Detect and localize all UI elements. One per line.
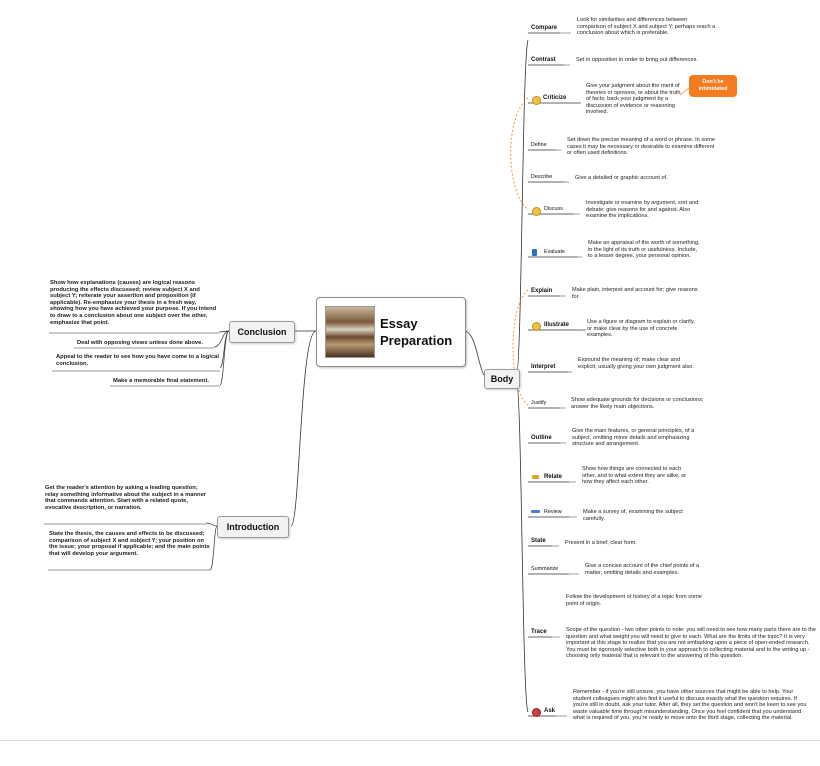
body-item-trace-label[interactable]: Trace xyxy=(531,629,547,635)
body-item-state-note: Present in a brief, clear form. xyxy=(565,540,637,546)
body-item-explain-label[interactable]: Explain xyxy=(531,288,553,294)
body-item-criticize-label[interactable]: Criticize xyxy=(543,95,567,101)
link-conclusion-4 xyxy=(220,331,229,385)
introduction-note-2: State the thesis, the causes and effects to be discussed; comparison of subject X and subject Y; your position on the issue; your proposal if applicable; and the main points that will develop your argument. xyxy=(49,531,210,557)
body-item-contrast-label[interactable]: Contrast xyxy=(531,57,556,63)
body-item-illustrate-label[interactable]: Illustrate xyxy=(544,322,570,328)
link-introduction-1 xyxy=(206,523,217,526)
body-item-discuss-note: Investigate or examine by argument, sort and debate; give reasons for and against. Also examine the implications. xyxy=(586,200,699,220)
body-item-describe-label[interactable]: Describe xyxy=(531,174,553,180)
callout-line2: intimidated xyxy=(698,86,728,92)
link-central-introduction xyxy=(291,331,316,526)
body-item-evaluate-label[interactable]: Evaluate xyxy=(544,249,565,255)
body-item-justify-note: Show adequate grounds for decisions or conclusions; answer the likely main objections. xyxy=(571,397,704,410)
topic-introduction-label: Introduction xyxy=(226,522,280,532)
conclusion-note-4: Make a memorable final statement. xyxy=(113,378,210,384)
relation-arc-1 xyxy=(511,98,528,210)
body-item-review-label[interactable]: Review xyxy=(544,509,562,515)
body-item-review-note: Make a survey of, examining the subject carefully. xyxy=(583,509,683,522)
conclusion-note-1: Show how explanations (causes) are logical reasons producing the effects discussed; review subject X and subject Y; reiterate your assertion and proposition (if applicable). Re-emphasize your thesis in a fresh way, showing how you have achieved your purpose. If you intend to draw to a conclusion about one subject over the other, emphasize that point. xyxy=(50,280,217,326)
evaluate-arrow-icon xyxy=(532,249,537,256)
central-title-line1: Essay xyxy=(380,316,418,331)
body-item-summarize-note: Give a concise account of the chief points of a matter, omitting details and examples. xyxy=(585,563,700,576)
topic-conclusion-label: Conclusion xyxy=(237,327,287,337)
review-glasses-icon xyxy=(531,510,540,513)
relate-pencil-icon xyxy=(532,475,539,479)
body-item-interpret-label[interactable]: Interpret xyxy=(531,364,556,370)
body-item-describe-note: Give a detailed or graphic account of. xyxy=(575,175,668,181)
body-item-criticize-note: Give your judgment about the merit of theories or opinions, or about the truth of facts; back your judgment by a discussion of evidence or reasoning involved. xyxy=(586,83,681,116)
canvas-bottom-border xyxy=(0,740,820,741)
conclusion-note-2: Deal with opposing views unless done above. xyxy=(77,340,203,346)
body-item-summarize-label[interactable]: Summarize xyxy=(531,566,559,572)
illustrate-bulb-icon xyxy=(532,322,541,331)
body-item-outline-note: Give the main features, or general principles, of a subject, omitting minor details and emphasizing structure and arrangement. xyxy=(572,428,695,448)
topic-introduction[interactable] xyxy=(217,516,289,538)
body-item-evaluate-note: Make an appraisal of the worth of something, in the light of its truth or usefulness. Include, to a lesser degree, your personal opinion. xyxy=(588,240,700,260)
body-item-contrast-note: Set in opposition in order to bring out differences. xyxy=(576,57,698,63)
body-item-compare-note: Look for similarities and differences between comparison of subject X and subject Y; perhaps reach a conclusion about which is preferable. xyxy=(577,17,716,37)
body-item-justify-label[interactable]: Justify xyxy=(531,400,547,406)
body-item-interpret-note: Expound the meaning of; make clear and explicit; usually giving your own judgment also. xyxy=(578,357,694,370)
link-conclusion-3 xyxy=(220,331,229,368)
body-item-state-label[interactable]: State xyxy=(531,538,546,544)
body-item-compare-label[interactable]: Compare xyxy=(531,25,558,31)
topic-body[interactable] xyxy=(484,369,520,389)
introduction-note-1: Get the reader's attention by asking a leading question; relay something informative about the subject in a manner that commands attention. Start with a related quote, evocative description, or narration. xyxy=(45,485,207,511)
body-item-define-note: Set down the precise meaning of a word or phrase. In some cases it may be necessary or desirable to examine different or often used definitions. xyxy=(567,137,716,157)
body-item-illustrate-note: Use a figure or diagram to explain or clarify, or make clear by the use of concrete examples. xyxy=(587,319,695,339)
dont-be-intimidated-callout[interactable] xyxy=(689,75,737,97)
body-item-outline-label[interactable]: Outline xyxy=(531,435,552,441)
conclusion-note-3: Appeal to the reader to see how you have come to a logical conclusion. xyxy=(56,354,219,367)
body-item-ask-label[interactable]: Ask xyxy=(544,708,556,714)
criticize-bulb-icon xyxy=(532,96,541,105)
ask-question-icon xyxy=(532,708,541,717)
body-item-relate-label[interactable]: Relate xyxy=(544,474,563,480)
central-title-line2: Preparation xyxy=(380,333,453,348)
body-item-trace-note-2: Scope of the question - two other points to note: you will need to see how many parts there are to the question and what weight you will need to give to each. What are the limits of the topic? It is very important at this stage to realize that you are not embarking upon a piece of open-ended research. You must be rigorously selective both in your approach to collecting material and to the writing up - choosing only material that is relevant to the answering of this question. xyxy=(566,627,817,660)
body-item-discuss-label[interactable]: Discuss xyxy=(544,206,563,212)
body-item-explain-note: Make plain, interpret and account for; give reasons for. xyxy=(572,287,698,300)
central-topic[interactable] xyxy=(316,297,466,367)
body-item-ask-note: Remember - if you're still unsure, you have other sources that might be able to help. Your student colleagues might also find it useful to discuss exactly what the question requires. If you're still in doubt, ask your tutor. After all, they set the question and won't be keen to see you waste valuable time through misunderstanding. Once you feel confident that you understand what is required of you, you're ready to move onto the third stage, collecting the material. xyxy=(573,689,807,722)
discuss-bulb-icon xyxy=(532,207,541,216)
callout-line1: Don't be xyxy=(702,79,724,85)
topic-body-label: Body xyxy=(490,374,514,384)
body-item-relate-note: Show how things are connected to each other, and to what extent they are alike, or how they affect each other. xyxy=(582,466,687,486)
body-item-define-label[interactable]: Define xyxy=(531,142,547,148)
topic-conclusion[interactable] xyxy=(229,321,295,343)
body-item-trace-note: Follow the development or history of a topic from some point of origin. xyxy=(566,594,702,607)
books-image xyxy=(325,306,375,358)
central-title xyxy=(380,315,452,349)
